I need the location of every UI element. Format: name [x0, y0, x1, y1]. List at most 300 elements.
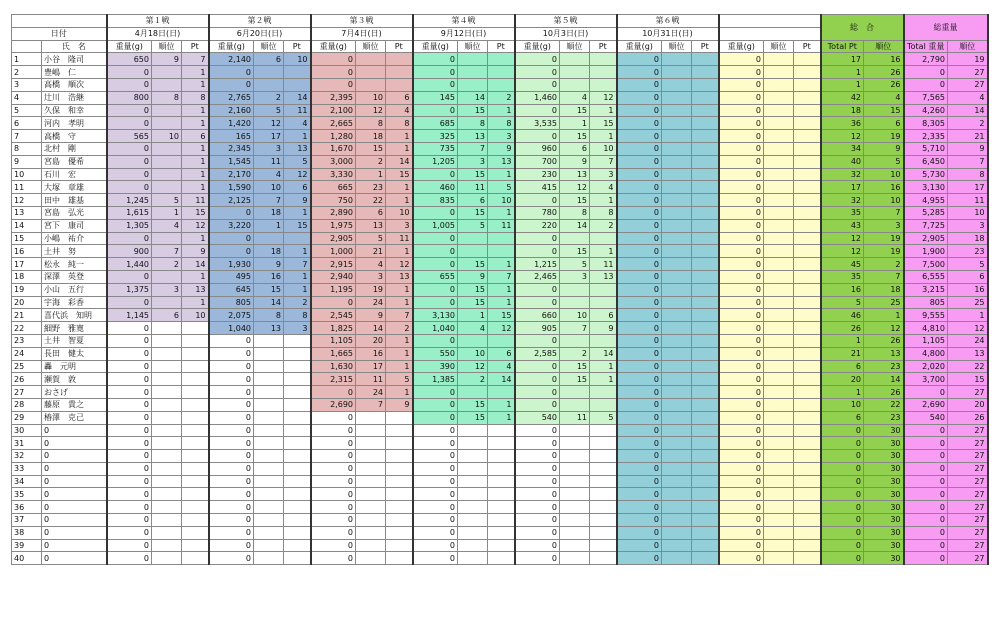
rank-cell: 1 — [458, 309, 488, 322]
rank-cell — [662, 117, 692, 130]
pt-cell — [794, 360, 821, 373]
weight-cell: 0 — [515, 232, 560, 245]
rank-cell — [254, 398, 284, 411]
rank-cell — [662, 398, 692, 411]
pt-cell — [794, 347, 821, 360]
pt-cell — [692, 386, 719, 399]
rank-cell — [662, 130, 692, 143]
pt-cell — [794, 194, 821, 207]
weight-cell: 2,915 — [311, 258, 356, 271]
pt-cell — [590, 283, 617, 296]
weight-cell: 0 — [617, 552, 662, 565]
total-title: 総 合 — [821, 15, 904, 41]
pt-cell: 1 — [182, 78, 209, 91]
rank-cell: 14 — [356, 322, 386, 335]
total-rank-cell: 19 — [864, 245, 904, 258]
pt-cell — [794, 437, 821, 450]
weight-cell: 0 — [617, 539, 662, 552]
pt-cell — [488, 66, 515, 79]
rank-cell — [764, 296, 794, 309]
weight-cell: 0 — [617, 194, 662, 207]
rank-cell: 3 — [356, 270, 386, 283]
pt-cell — [182, 424, 209, 437]
weight-cell: 0 — [719, 258, 764, 271]
pt-cell: 2 — [386, 322, 413, 335]
pt-cell: 11 — [386, 232, 413, 245]
rank-cell: 15 — [356, 142, 386, 155]
weight-header: 重量(g) — [311, 40, 356, 53]
pt-cell — [692, 462, 719, 475]
pt-cell: 4 — [590, 181, 617, 194]
total-pt-cell: 34 — [821, 142, 864, 155]
row-number: 29 — [12, 411, 42, 424]
rank-cell: 18 — [254, 245, 284, 258]
rank-cell: 7 — [152, 245, 182, 258]
rank-cell: 8 — [254, 309, 284, 322]
pt-cell — [794, 322, 821, 335]
pt-cell — [794, 488, 821, 501]
total-pt-cell: 20 — [821, 373, 864, 386]
rank-cell — [764, 514, 794, 527]
weight-cell: 0 — [107, 514, 152, 527]
rank-cell: 15 — [458, 398, 488, 411]
table-row — [12, 181, 988, 194]
weight-cell: 0 — [413, 398, 458, 411]
pt-cell — [692, 66, 719, 79]
pt-cell — [794, 53, 821, 66]
pt-cell: 1 — [386, 142, 413, 155]
rank-cell: 4 — [152, 219, 182, 232]
weight-cell: 0 — [515, 130, 560, 143]
rank-cell — [356, 53, 386, 66]
weight-cell: 3,220 — [209, 219, 254, 232]
total-weight-rank-cell: 27 — [948, 462, 988, 475]
pt-cell: 6 — [488, 347, 515, 360]
pt-cell: 1 — [386, 386, 413, 399]
weight-cell: 0 — [719, 539, 764, 552]
pt-cell — [692, 181, 719, 194]
rank-cell — [662, 232, 692, 245]
player-name: おさげ — [42, 386, 107, 399]
weight-cell: 960 — [515, 142, 560, 155]
pt-cell: 1 — [182, 296, 209, 309]
pt-cell: 1 — [590, 245, 617, 258]
pt-cell — [284, 66, 311, 79]
weight-cell: 665 — [311, 181, 356, 194]
pt-cell: 1 — [590, 360, 617, 373]
table-row — [12, 168, 988, 181]
total-rank-cell: 26 — [864, 78, 904, 91]
player-name: 瀬賀 敦 — [42, 373, 107, 386]
rank-cell — [764, 206, 794, 219]
total-weight-rank-cell: 19 — [948, 53, 988, 66]
pt-cell: 11 — [182, 194, 209, 207]
total-rank-cell: 30 — [864, 450, 904, 463]
weight-cell: 0 — [209, 245, 254, 258]
weight-cell: 1,385 — [413, 373, 458, 386]
pt-cell — [284, 539, 311, 552]
rank-cell — [152, 526, 182, 539]
weight-cell: 1,280 — [311, 130, 356, 143]
pt-cell: 9 — [284, 194, 311, 207]
pt-cell: 8 — [590, 206, 617, 219]
rank-cell: 6 — [254, 53, 284, 66]
rank-cell — [152, 462, 182, 475]
player-name: 椿澤 克己 — [42, 411, 107, 424]
name-header: 氏 名 — [42, 40, 107, 53]
round-title-6: 第６戦 — [617, 15, 719, 28]
rank-cell — [152, 539, 182, 552]
pt-cell — [182, 347, 209, 360]
table-row — [12, 258, 988, 271]
rank-cell — [152, 373, 182, 386]
pt-cell — [284, 501, 311, 514]
rank-cell — [560, 552, 590, 565]
rank-cell: 9 — [560, 155, 590, 168]
rank-cell: 16 — [254, 270, 284, 283]
rank-cell: 19 — [356, 283, 386, 296]
weight-cell: 1,460 — [515, 91, 560, 104]
weight-cell: 0 — [617, 104, 662, 117]
player-name: 0 — [42, 475, 107, 488]
table-row — [12, 526, 988, 539]
total-pt-cell: 43 — [821, 219, 864, 232]
weight-cell: 0 — [719, 232, 764, 245]
pt-cell: 10 — [182, 309, 209, 322]
weight-cell: 0 — [617, 78, 662, 91]
weight-cell: 2,665 — [311, 117, 356, 130]
header-row-titles — [12, 15, 988, 28]
row-number: 35 — [12, 488, 42, 501]
weight-cell: 1,630 — [311, 360, 356, 373]
rank-cell: 3 — [254, 142, 284, 155]
weight-cell: 0 — [413, 450, 458, 463]
weight-cell: 0 — [209, 66, 254, 79]
rank-cell: 15 — [560, 360, 590, 373]
weight-cell: 0 — [107, 232, 152, 245]
rank-cell — [764, 91, 794, 104]
row-number: 3 — [12, 78, 42, 91]
rank-cell — [662, 309, 692, 322]
pt-cell — [794, 206, 821, 219]
table-row — [12, 130, 988, 143]
pt-cell — [692, 334, 719, 347]
total-pt-cell: 17 — [821, 181, 864, 194]
weight-cell: 1,040 — [413, 322, 458, 335]
rank-cell: 24 — [356, 386, 386, 399]
weight-cell: 0 — [107, 181, 152, 194]
weight-cell: 0 — [107, 462, 152, 475]
weight-cell: 0 — [209, 411, 254, 424]
weight-cell: 0 — [413, 501, 458, 514]
pt-cell — [794, 514, 821, 527]
weight-header: 重量(g) — [719, 40, 764, 53]
weight-cell: 0 — [413, 411, 458, 424]
total-pt-cell: 46 — [821, 309, 864, 322]
pt-cell — [590, 475, 617, 488]
pt-cell — [182, 373, 209, 386]
pt-cell — [590, 296, 617, 309]
table-row — [12, 386, 988, 399]
total-weight-cell: 540 — [904, 411, 948, 424]
pt-cell: 3 — [590, 168, 617, 181]
pt-cell — [794, 398, 821, 411]
pt-cell — [794, 219, 821, 232]
row-number: 28 — [12, 398, 42, 411]
total-rank-cell: 30 — [864, 501, 904, 514]
weight-cell: 0 — [311, 450, 356, 463]
table-row — [12, 104, 988, 117]
weight-cell: 325 — [413, 130, 458, 143]
total-pt-cell: 1 — [821, 334, 864, 347]
total-rank-cell: 14 — [864, 373, 904, 386]
rank-cell — [560, 53, 590, 66]
rank-cell — [560, 424, 590, 437]
weight-cell: 415 — [515, 181, 560, 194]
rank-cell — [764, 360, 794, 373]
pt-cell — [692, 398, 719, 411]
rank-cell: 4 — [254, 168, 284, 181]
table-row — [12, 270, 988, 283]
total-weight-rank-cell: 4 — [948, 91, 988, 104]
weight-cell: 0 — [719, 437, 764, 450]
rank-cell — [458, 66, 488, 79]
pt-cell — [794, 181, 821, 194]
weight-cell: 0 — [209, 462, 254, 475]
pt-cell — [590, 386, 617, 399]
pt-cell — [284, 78, 311, 91]
round-title-1: 第１戦 — [107, 15, 209, 28]
rank-cell — [662, 91, 692, 104]
weight-cell: 2,125 — [209, 194, 254, 207]
rank-cell — [764, 130, 794, 143]
weight-cell: 0 — [311, 66, 356, 79]
table-row — [12, 309, 988, 322]
pt-cell: 1 — [488, 258, 515, 271]
pt-header: Pt — [488, 40, 515, 53]
pt-cell: 1 — [182, 181, 209, 194]
total-pt-cell: 0 — [821, 501, 864, 514]
row-number: 25 — [12, 360, 42, 373]
round-date-1: 4月18日(日) — [107, 27, 209, 40]
rank-cell — [764, 232, 794, 245]
weight-cell: 0 — [617, 475, 662, 488]
total-pt-cell: 5 — [821, 296, 864, 309]
pt-cell — [386, 552, 413, 565]
total-pt-cell: 6 — [821, 411, 864, 424]
weight-cell: 2,160 — [209, 104, 254, 117]
weight-cell: 0 — [311, 424, 356, 437]
rank-cell: 8 — [458, 117, 488, 130]
pt-cell: 14 — [590, 347, 617, 360]
pt-cell — [794, 411, 821, 424]
pt-cell — [692, 91, 719, 104]
weight-cell: 0 — [413, 232, 458, 245]
weight-cell: 0 — [719, 53, 764, 66]
rank-cell: 5 — [458, 219, 488, 232]
weight-cell: 0 — [515, 462, 560, 475]
pt-cell — [794, 168, 821, 181]
weight-cell: 0 — [413, 386, 458, 399]
rank-cell: 7 — [458, 142, 488, 155]
rank-cell: 9 — [356, 309, 386, 322]
pt-cell — [692, 539, 719, 552]
weight-cell: 2,465 — [515, 270, 560, 283]
pt-cell — [284, 360, 311, 373]
pt-cell: 1 — [386, 194, 413, 207]
total-rank-cell: 3 — [864, 219, 904, 232]
table-row — [12, 283, 988, 296]
pt-cell: 14 — [182, 258, 209, 271]
weight-cell: 0 — [413, 258, 458, 271]
table-row — [12, 552, 988, 565]
total-weight-cell: 0 — [904, 552, 948, 565]
pt-cell: 1 — [182, 117, 209, 130]
table-row — [12, 296, 988, 309]
pt-cell — [386, 475, 413, 488]
weight-cell: 0 — [719, 219, 764, 232]
rank-cell — [662, 347, 692, 360]
rank-cell — [152, 437, 182, 450]
total-pt-cell: 18 — [821, 104, 864, 117]
rank-cell — [764, 322, 794, 335]
pt-cell — [284, 552, 311, 565]
total-pt-cell: 35 — [821, 206, 864, 219]
total-weight-rank-cell: 12 — [948, 322, 988, 335]
weight-cell: 1,665 — [311, 347, 356, 360]
rank-cell — [152, 386, 182, 399]
pt-cell: 8 — [182, 91, 209, 104]
table-row — [12, 219, 988, 232]
weight-cell: 0 — [515, 245, 560, 258]
rank-cell: 4 — [458, 322, 488, 335]
total-pt-cell: 0 — [821, 488, 864, 501]
weight-cell: 0 — [515, 296, 560, 309]
pt-cell — [692, 270, 719, 283]
row-number: 4 — [12, 91, 42, 104]
pt-header: Pt — [794, 40, 821, 53]
weight-cell: 0 — [515, 386, 560, 399]
row-number: 16 — [12, 245, 42, 258]
weight-cell: 0 — [107, 168, 152, 181]
total-pt-cell: 12 — [821, 130, 864, 143]
rank-cell — [560, 283, 590, 296]
total-weight-rank-cell: 27 — [948, 552, 988, 565]
weight-cell: 0 — [515, 194, 560, 207]
pt-cell — [488, 245, 515, 258]
total-weight-rank-cell: 16 — [948, 283, 988, 296]
row-number: 7 — [12, 130, 42, 143]
weight-cell: 0 — [209, 360, 254, 373]
rank-cell — [458, 462, 488, 475]
total-weight-rank-cell: 27 — [948, 78, 988, 91]
rank-cell — [356, 78, 386, 91]
pt-cell — [794, 142, 821, 155]
player-name: 長田 健太 — [42, 347, 107, 360]
weight-cell: 0 — [719, 373, 764, 386]
rank-cell — [152, 117, 182, 130]
weight-cell: 0 — [311, 526, 356, 539]
pt-cell: 1 — [488, 283, 515, 296]
rank-cell — [458, 514, 488, 527]
rank-cell — [764, 347, 794, 360]
rank-cell — [662, 194, 692, 207]
total-weight-cell: 5,710 — [904, 142, 948, 155]
pt-cell: 1 — [284, 130, 311, 143]
rank-cell — [764, 488, 794, 501]
rank-cell — [560, 450, 590, 463]
weight-cell: 2,765 — [209, 91, 254, 104]
rank-cell — [458, 245, 488, 258]
pt-cell — [692, 309, 719, 322]
weight-cell: 0 — [719, 78, 764, 91]
weight-cell: 1,975 — [311, 219, 356, 232]
pt-cell — [794, 232, 821, 245]
rank-cell: 14 — [560, 219, 590, 232]
rank-cell: 12 — [458, 360, 488, 373]
weight-cell: 2,905 — [311, 232, 356, 245]
pt-cell — [590, 501, 617, 514]
weight-cell: 0 — [311, 53, 356, 66]
weight-cell: 565 — [107, 130, 152, 143]
pt-cell — [794, 386, 821, 399]
pt-cell — [386, 462, 413, 475]
weight-cell: 0 — [311, 411, 356, 424]
rank-cell: 11 — [458, 181, 488, 194]
pt-cell: 10 — [488, 194, 515, 207]
weight-cell: 0 — [719, 283, 764, 296]
weight-cell: 0 — [515, 373, 560, 386]
total-weight-cell: 8,305 — [904, 117, 948, 130]
weight-cell: 0 — [515, 104, 560, 117]
pt-cell: 1 — [488, 411, 515, 424]
weight-cell: 0 — [311, 437, 356, 450]
pt-cell — [386, 488, 413, 501]
total-pt-cell: 35 — [821, 270, 864, 283]
pt-cell — [590, 462, 617, 475]
table-row — [12, 411, 988, 424]
total-weight-cell: 0 — [904, 514, 948, 527]
total-pt-cell: 0 — [821, 450, 864, 463]
weight-cell: 0 — [617, 142, 662, 155]
rank-cell — [662, 206, 692, 219]
weight-cell: 0 — [617, 501, 662, 514]
rank-cell: 7 — [254, 194, 284, 207]
pt-cell: 9 — [182, 245, 209, 258]
pt-cell — [488, 386, 515, 399]
total-weight-cell: 5,730 — [904, 168, 948, 181]
rank-cell — [764, 283, 794, 296]
pt-cell — [182, 514, 209, 527]
rank-cell: 15 — [560, 104, 590, 117]
rank-cell — [458, 488, 488, 501]
rank-cell — [356, 424, 386, 437]
total-pt-cell: 1 — [821, 386, 864, 399]
weight-cell: 0 — [209, 488, 254, 501]
total-weight-rank-cell: 27 — [948, 424, 988, 437]
weight-cell: 1,145 — [107, 309, 152, 322]
weight-cell: 0 — [413, 168, 458, 181]
pt-cell: 1 — [590, 104, 617, 117]
weight-cell: 0 — [107, 66, 152, 79]
player-name: 辻川 浩継 — [42, 91, 107, 104]
pt-cell: 15 — [386, 168, 413, 181]
rank-cell — [560, 296, 590, 309]
rank-cell — [254, 475, 284, 488]
rank-cell — [764, 373, 794, 386]
weight-cell: 0 — [107, 398, 152, 411]
pt-cell — [386, 450, 413, 463]
